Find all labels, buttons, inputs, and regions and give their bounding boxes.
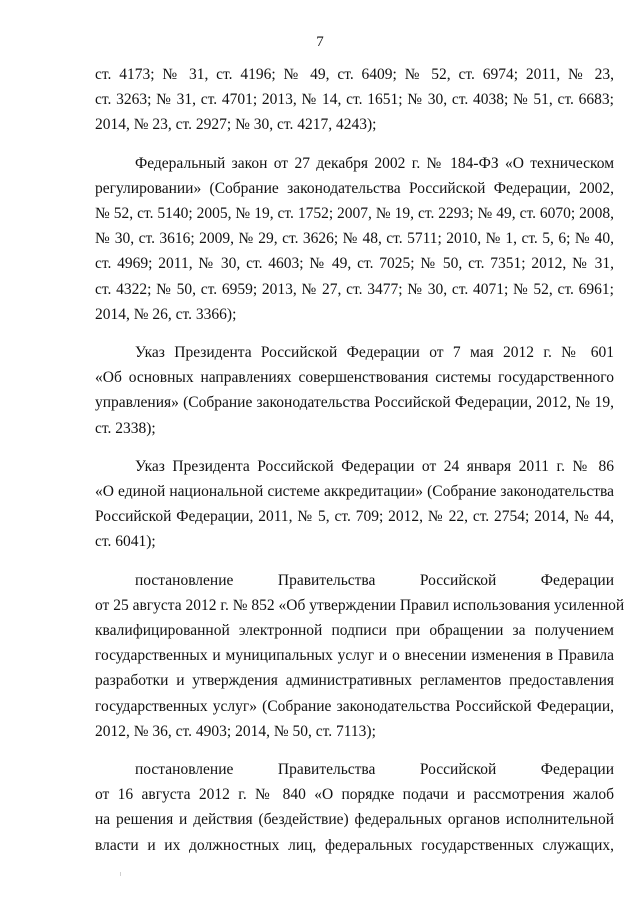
text-line: от 25 августа 2012 г. № 852 «Об утверждении Правил использования усиленной: [95, 596, 625, 614]
text-line: ст. 4322; № 50, ст. 6959; 2013, № 27, ст. 3477; № 30, ст. 4071; № 52, ст. 6961;: [95, 280, 614, 298]
document-body: [95, 62, 625, 871]
text-line: разработки и утверждения административных регламентов предоставления: [95, 672, 614, 690]
scan-artifact: [120, 872, 121, 876]
text-line: № 52, ст. 5140; 2005, № 19, ст. 1752; 2007, № 19, ст. 2293; № 49, ст. 6070; 2008,: [95, 205, 614, 223]
text-line: 2014, № 26, ст. 3366);: [95, 305, 237, 323]
text-line: власти и их должностных лиц, федеральных государственных служащих,: [95, 836, 614, 854]
paragraph-decree-601: [95, 340, 614, 441]
text-line: Российской Федерации, 2011, № 5, ст. 709; 2012, № 22, ст. 2754; 2014, № 44,: [95, 508, 614, 526]
text-line: государственных услуг» (Собрание законодательства Российской Федерации,: [95, 697, 614, 715]
text-line: управления» (Собрание законодательства Российской Федерации, 2012, № 19,: [95, 394, 614, 412]
text-line: 2014, № 23, ст. 2927; № 30, ст. 4217, 4243);: [95, 116, 377, 134]
text-line: на решения и действия (бездействие) федеральных органов исполнительной: [95, 811, 614, 829]
text-line: квалифицированной электронной подписи при обращении за получением: [95, 622, 614, 640]
text-line: Указ Президента Российской Федерации от 24 января 2011 г. № 86: [135, 457, 614, 475]
text-line: № 30, ст. 3616; 2009, № 29, ст. 3626; № 48, ст. 5711; 2010, № 1, ст. 5, 6; № 40,: [95, 230, 614, 248]
text-line: от 16 августа 2012 г. № 840 «О порядке подачи и рассмотрения жалоб: [95, 786, 614, 804]
paragraph-resolution-852: [95, 568, 625, 744]
text-line: регулировании» (Собрание законодательства Российской Федерации, 2002,: [95, 179, 614, 197]
text-line: «О единой национальной системе аккредитации» (Собрание законодательства: [95, 483, 614, 501]
text-line: ст. 6041);: [95, 533, 156, 551]
text-line: 2012, № 36, ст. 4903; 2014, № 50, ст. 7113);: [95, 722, 376, 740]
text-line: Федеральный закон от 27 декабря 2002 г. № 184-ФЗ «О техническом: [135, 154, 614, 172]
text-line: постановление Правительства Российской Федерации: [135, 571, 614, 589]
paragraph-resolution-840: [95, 757, 614, 858]
text-line: Указ Президента Российской Федерации от 7 мая 2012 г. № 601: [135, 344, 614, 362]
text-line: ст. 4173; № 31, ст. 4196; № 49, ст. 6409; № 52, ст. 6974; 2011, № 23,: [95, 66, 614, 83]
paragraph-decree-86: [95, 454, 614, 555]
text-line: ст. 3263; № 31, ст. 4701; 2013, № 14, ст. 1651; № 30, ст. 4038; № 51, ст. 6683;: [95, 91, 614, 109]
text-line: «Об основных направлениях совершенствования системы государственного: [95, 369, 614, 387]
page-number: 7: [316, 34, 324, 50]
text-line: государственных и муниципальных услуг и о внесении изменения в Правила: [95, 647, 614, 665]
paragraph-legislation-continuation: [95, 62, 614, 138]
paragraph-federal-law-184: [95, 151, 614, 327]
text-line: ст. 4969; 2011, № 30, ст. 4603; № 49, ст. 7025; № 50, ст. 7351; 2012, № 31,: [95, 255, 614, 273]
text-line: ст. 2338);: [95, 419, 156, 437]
text-line: постановление Правительства Российской Федерации: [135, 761, 614, 779]
